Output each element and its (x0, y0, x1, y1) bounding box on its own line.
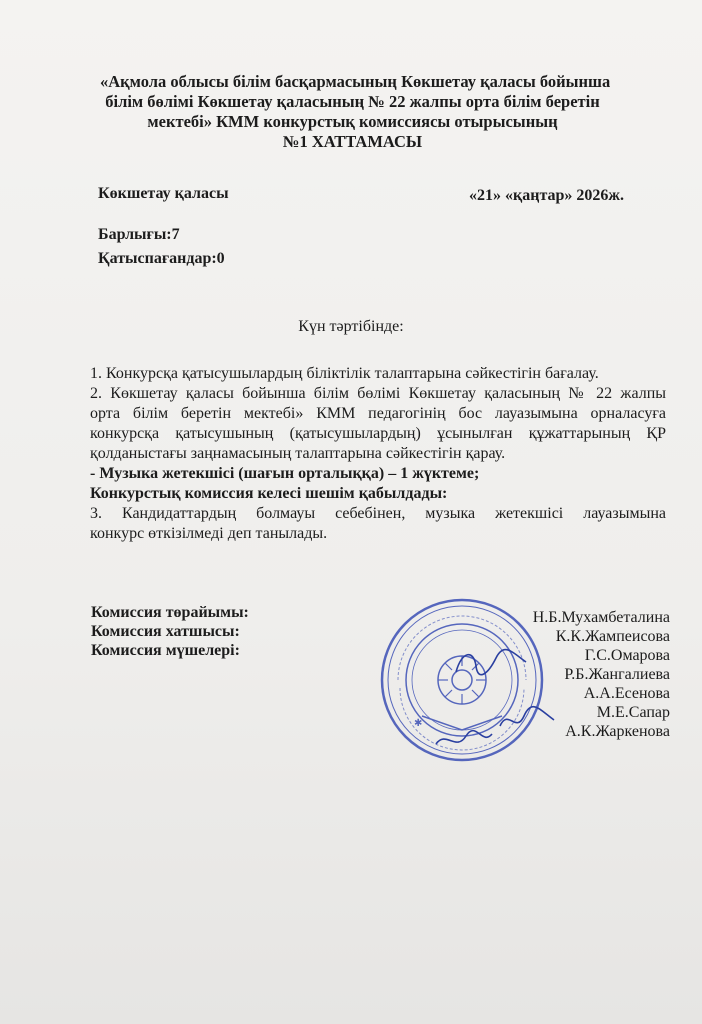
city: Көкшетау қаласы (98, 185, 229, 202)
name-secretary: К.К.Жампеисова (555, 628, 670, 645)
role-members: Комиссия мүшелері: (91, 642, 240, 659)
signature-roles (91, 603, 249, 660)
title-line-2: білім бөлімі Көкшетау қаласының № 22 жалпы орта білім беретін (105, 92, 600, 111)
name-member-5: А.К.Жаркенова (565, 723, 670, 740)
name-chair: Н.Б.Мухамбеталина (532, 609, 670, 626)
decision-heading: Конкурстық комиссия келесі шешім қабылдады: (90, 485, 448, 502)
title-line-4: №1 ХАТТАМАСЫ (282, 132, 423, 151)
signature-scribble-icon (432, 726, 496, 756)
date: «21» «қаңтар» 2026ж. (469, 187, 624, 204)
agenda-heading: Күн тәртібінде: (298, 318, 404, 335)
agenda-item-2-line-4: қолданыстағы заңнамасының талаптарына сәйкестігін қарау. (90, 445, 506, 462)
title-line-1: «Ақмола облысы білім басқармасының Көкшетау қаласы бойынша (100, 72, 611, 91)
signature-names (533, 608, 670, 741)
role-secretary: Комиссия хатшысы: (91, 623, 240, 640)
role-chair: Комиссия төрайымы: (91, 604, 249, 621)
vacant-position: - Музыка жетекшісі (шағын орталыққа) – 1 жүктеме; (90, 465, 480, 482)
document-title (100, 72, 611, 152)
agenda-item-2-line-3: конкурсқа қатысушының (қатысушылардың) ұсынылған құжаттарының ҚР (90, 425, 666, 442)
name-member-1: Г.С.Омарова (584, 647, 670, 664)
title-line-3: мектебі» КММ конкурстық комиссиясы отырысының (147, 112, 558, 131)
decision-line-1: 3. Кандидаттардың болмауы себебінен, музыка жетекшісі лауазымына (90, 505, 666, 522)
agenda-item-2 (90, 384, 666, 464)
decision-line-2: конкурс өткізілмеді деп танылады. (90, 525, 328, 542)
agenda-item-2-line-1: 2. Көкшетау қаласы бойынша білім бөлімі Көкшетау қаласының № 22 жалпы (90, 385, 666, 402)
agenda-item-2-line-2: орта білім беретін мектебі» КММ педагогінің бос лауазымына орналасуға (90, 405, 666, 422)
absent-count: Қатыспағандар:0 (98, 250, 225, 267)
svg-text:✱: ✱ (414, 718, 423, 729)
name-member-4: М.Е.Сапар (596, 704, 670, 721)
name-member-2: Р.Б.Жангалиева (564, 666, 670, 683)
total-count: Барлығы:7 (98, 226, 180, 243)
agenda-body (90, 364, 666, 544)
agenda-item-1: 1. Конкурсқа қатысушылардың біліктілік талаптарына сәйкестігін бағалау. (90, 365, 599, 382)
signature-scribble-icon (452, 644, 532, 684)
name-member-3: А.А.Есенова (583, 685, 670, 702)
